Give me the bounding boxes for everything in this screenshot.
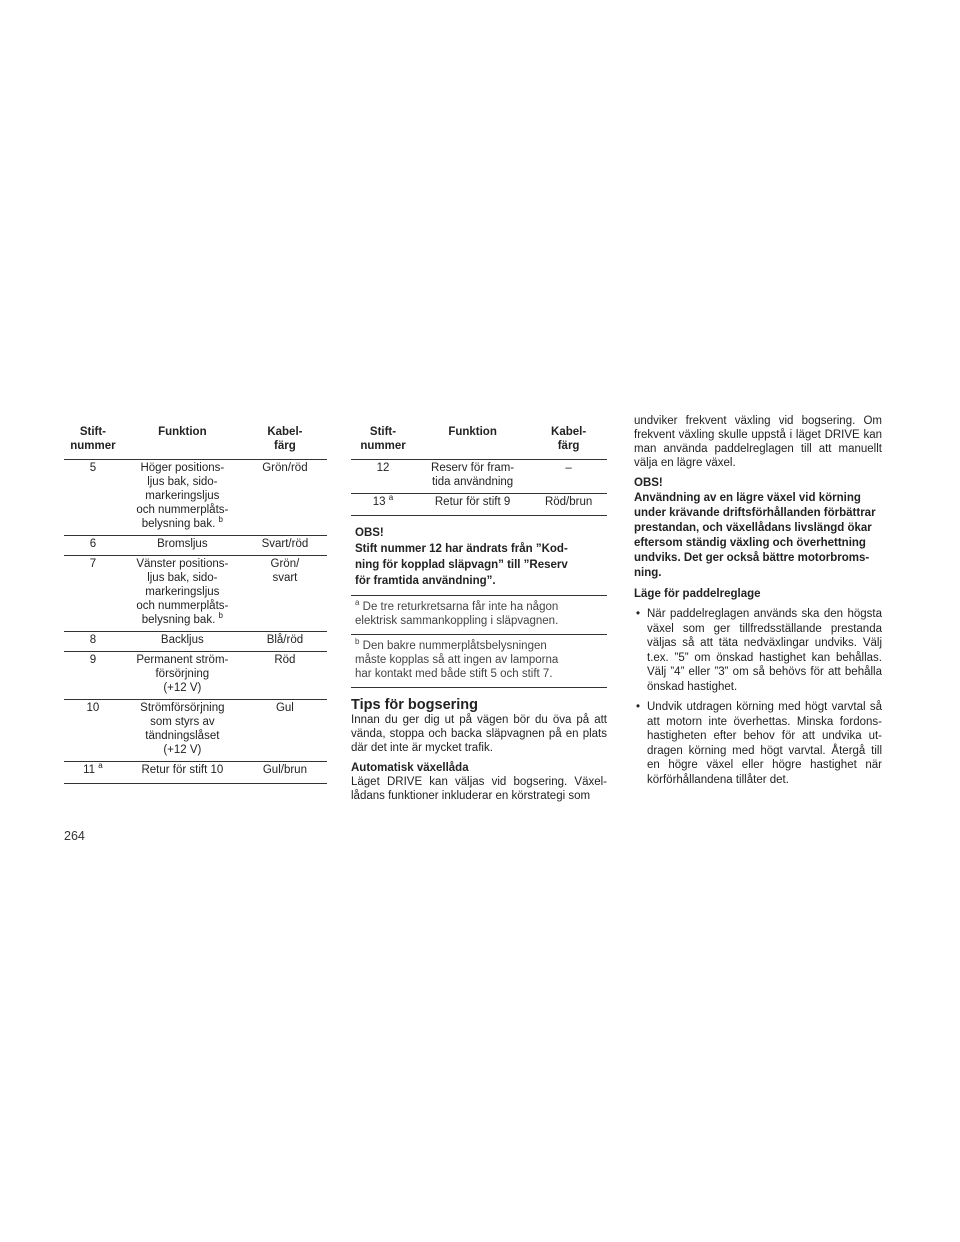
cell-pin-number (351, 460, 415, 494)
footnote-mark: b (218, 611, 223, 621)
cell-function (122, 460, 243, 536)
table-row (351, 494, 607, 516)
paddle-title-text: Läge för paddelreglage (634, 588, 761, 600)
cell-pin-number (64, 632, 122, 652)
header-pin-number: Stift- nummer (360, 426, 406, 452)
cell-function-text: Retur för stift 9 (434, 496, 511, 508)
cell-pin-number-text: 8 (89, 634, 97, 646)
automatic-transmission-text: Läget DRIVE kan väljas vid bogsering. Växel-lådans funktioner inkluderar en körstrategi som (351, 776, 607, 802)
footnote-b-text: Den bakre nummerplåtsbelysningen måste kopplas så att ingen av lamporna har kontakt med både stift 5 och stift 7. (355, 640, 559, 680)
automatic-transmission-title: Automatisk växellåda (351, 762, 469, 774)
cell-function (122, 700, 243, 762)
cell-function-text: Retur för stift 10 (141, 764, 224, 776)
footnote-a-text: De tre returkretsarna får inte ha någon elektrisk sammankoppling i släpvagnen. (355, 601, 559, 627)
page-number: 264 (64, 829, 85, 843)
header-function: Funktion (448, 426, 497, 438)
wiring-table-1 (64, 424, 327, 784)
footnote-mark: b (218, 515, 223, 525)
automatic-transmission-continued: undviker frekvent växling vid bogsering. Om frekvent växling skulle uppstå i läget DRIVE kan man använda paddelreglagen till att manuellt välja en lägre växel. (634, 415, 882, 469)
paddle-bullet-list (634, 607, 882, 787)
cell-wire-color-text: Röd/brun (544, 496, 593, 508)
cell-function-text: Vänster positions- ljus bak, sido- markeringsljus och nummerplåts- belysning bak. (136, 558, 229, 626)
list-item (634, 607, 882, 694)
note-title: OBS! (355, 527, 384, 539)
text-column-right (634, 414, 882, 793)
cell-wire-color-text: Gul/brun (262, 764, 307, 776)
table-row (64, 652, 327, 700)
cell-wire-color (243, 762, 327, 784)
wiring-table-column-left (64, 424, 327, 784)
cell-pin-number-text: 11 (83, 764, 96, 776)
cell-wire-color-text: Gul (275, 702, 294, 714)
bullet-icon: • (636, 701, 641, 713)
cell-function (122, 762, 243, 784)
cell-wire-color-text: – (565, 462, 572, 474)
cell-pin-number (351, 494, 415, 516)
cell-function (122, 652, 243, 700)
cell-pin-number (64, 700, 122, 762)
table-note (351, 515, 607, 595)
cell-function-text: Reserv för fram- tida användning (431, 462, 515, 488)
cell-function (415, 494, 530, 516)
footnote-mark: a (388, 493, 394, 503)
cell-pin-number (64, 652, 122, 700)
obs-note (634, 476, 882, 581)
cell-wire-color (530, 460, 607, 494)
cell-function-text: Backljus (160, 634, 204, 646)
cell-pin-number-text: 13 (372, 496, 386, 508)
cell-wire-color (243, 556, 327, 632)
header-wire-color: Kabel- färg (551, 426, 587, 452)
obs-text: Användning av en lägre växel vid körning under krävande driftsförhållanden förbättrar prestandan, och växellådans livslängd ökar eftersom ständig växling och överhettning undviks. Det ger också bättre motorbroms-ning. (634, 492, 876, 579)
intro-paragraph: Innan du ger dig ut på vägen bör du öva på att vända, stoppa och backa släpvagnen på en plats där det inte är mycket trafik. (351, 714, 607, 754)
obs-title: OBS! (634, 477, 663, 489)
cell-wire-color (243, 536, 327, 556)
cell-function-text: Strömförsörjning som styrs av tändningslåset (+12 V) (140, 702, 225, 756)
cell-wire-color (243, 460, 327, 536)
cell-pin-number-text: 6 (89, 538, 97, 550)
cell-function (122, 556, 243, 632)
footnote-b (351, 634, 607, 687)
wiring-table-column-middle (351, 424, 607, 809)
table-row (64, 460, 327, 536)
cell-wire-color-text: Svart/röd (261, 538, 309, 550)
cell-wire-color-text: Grön/röd (262, 462, 308, 474)
cell-function-text: Höger positions- ljus bak, sido- markeringsljus och nummerplåts- belysning bak. (136, 462, 229, 530)
cell-wire-color-text: Röd (274, 654, 296, 666)
cell-pin-number-text: 5 (89, 462, 97, 474)
cell-function (415, 460, 530, 494)
header-wire-color: Kabel- färg (267, 426, 303, 452)
cell-function-text: Permanent ström- försörjning (+12 V) (136, 654, 229, 694)
footnote-a-mark: a (355, 598, 360, 608)
bullet-icon: • (636, 608, 641, 620)
paddle-title (634, 587, 882, 601)
wiring-table-2 (351, 424, 607, 515)
cell-wire-color-text: Grön/ svart (270, 558, 300, 584)
automatic-transmission-paragraph (351, 761, 607, 803)
bullet-text: Undvik utdragen körning med högt varvtal så att motorn inte överhettas. Minska fordons-hastigheten efter behov för att undvika ut-dragen körning med högt varvtal. Återgå till en högre växel eller högre hastighet när körförhållandena tillåter det. (647, 701, 882, 786)
cell-function-text: Bromsljus (157, 538, 208, 550)
cell-function (122, 632, 243, 652)
footnote-mark: a (98, 761, 103, 771)
footnote-b-mark: b (355, 637, 360, 647)
table-row (64, 700, 327, 762)
cell-pin-number (64, 536, 122, 556)
list-item (634, 700, 882, 787)
table-header-row (351, 424, 607, 460)
wiring-table-2-box (351, 424, 607, 688)
cell-pin-number-text: 9 (89, 654, 97, 666)
cell-wire-color-text: Blå/röd (266, 634, 304, 646)
footnote-a (351, 595, 607, 634)
cell-pin-number-text: 7 (89, 558, 97, 570)
section-heading: Tips för bogsering (351, 697, 479, 713)
cell-pin-number (64, 762, 122, 784)
header-pin-number: Stift- nummer (70, 426, 116, 452)
cell-wire-color (243, 700, 327, 762)
table-header-row (64, 424, 327, 460)
table-row (64, 536, 327, 556)
cell-pin-number (64, 556, 122, 632)
header-function: Funktion (158, 426, 207, 438)
cell-pin-number-text: 12 (376, 462, 390, 474)
table-row (64, 556, 327, 632)
cell-function (122, 536, 243, 556)
cell-wire-color (243, 632, 327, 652)
cell-pin-number (64, 460, 122, 536)
cell-wire-color (530, 494, 607, 516)
table-row (351, 460, 607, 494)
bullet-text: När paddelreglagen används ska den högsta växel som ger tillfredsställande prestanda väljas så att täta nedväxlingar undviks. Välj t.ex. ”5” om önskad hastighet kan behållas. Välj ”4” eller ”3” om så behövs för att behålla önskad hastighet. (647, 608, 882, 693)
cell-wire-color (243, 652, 327, 700)
cell-pin-number-text: 10 (86, 702, 100, 714)
table-row (64, 632, 327, 652)
note-text: Stift nummer 12 har ändrats från ”Kod- ning för kopplad släpvagn” till ”Reserv för framtida användning”. (355, 543, 568, 587)
table-row (64, 762, 327, 784)
